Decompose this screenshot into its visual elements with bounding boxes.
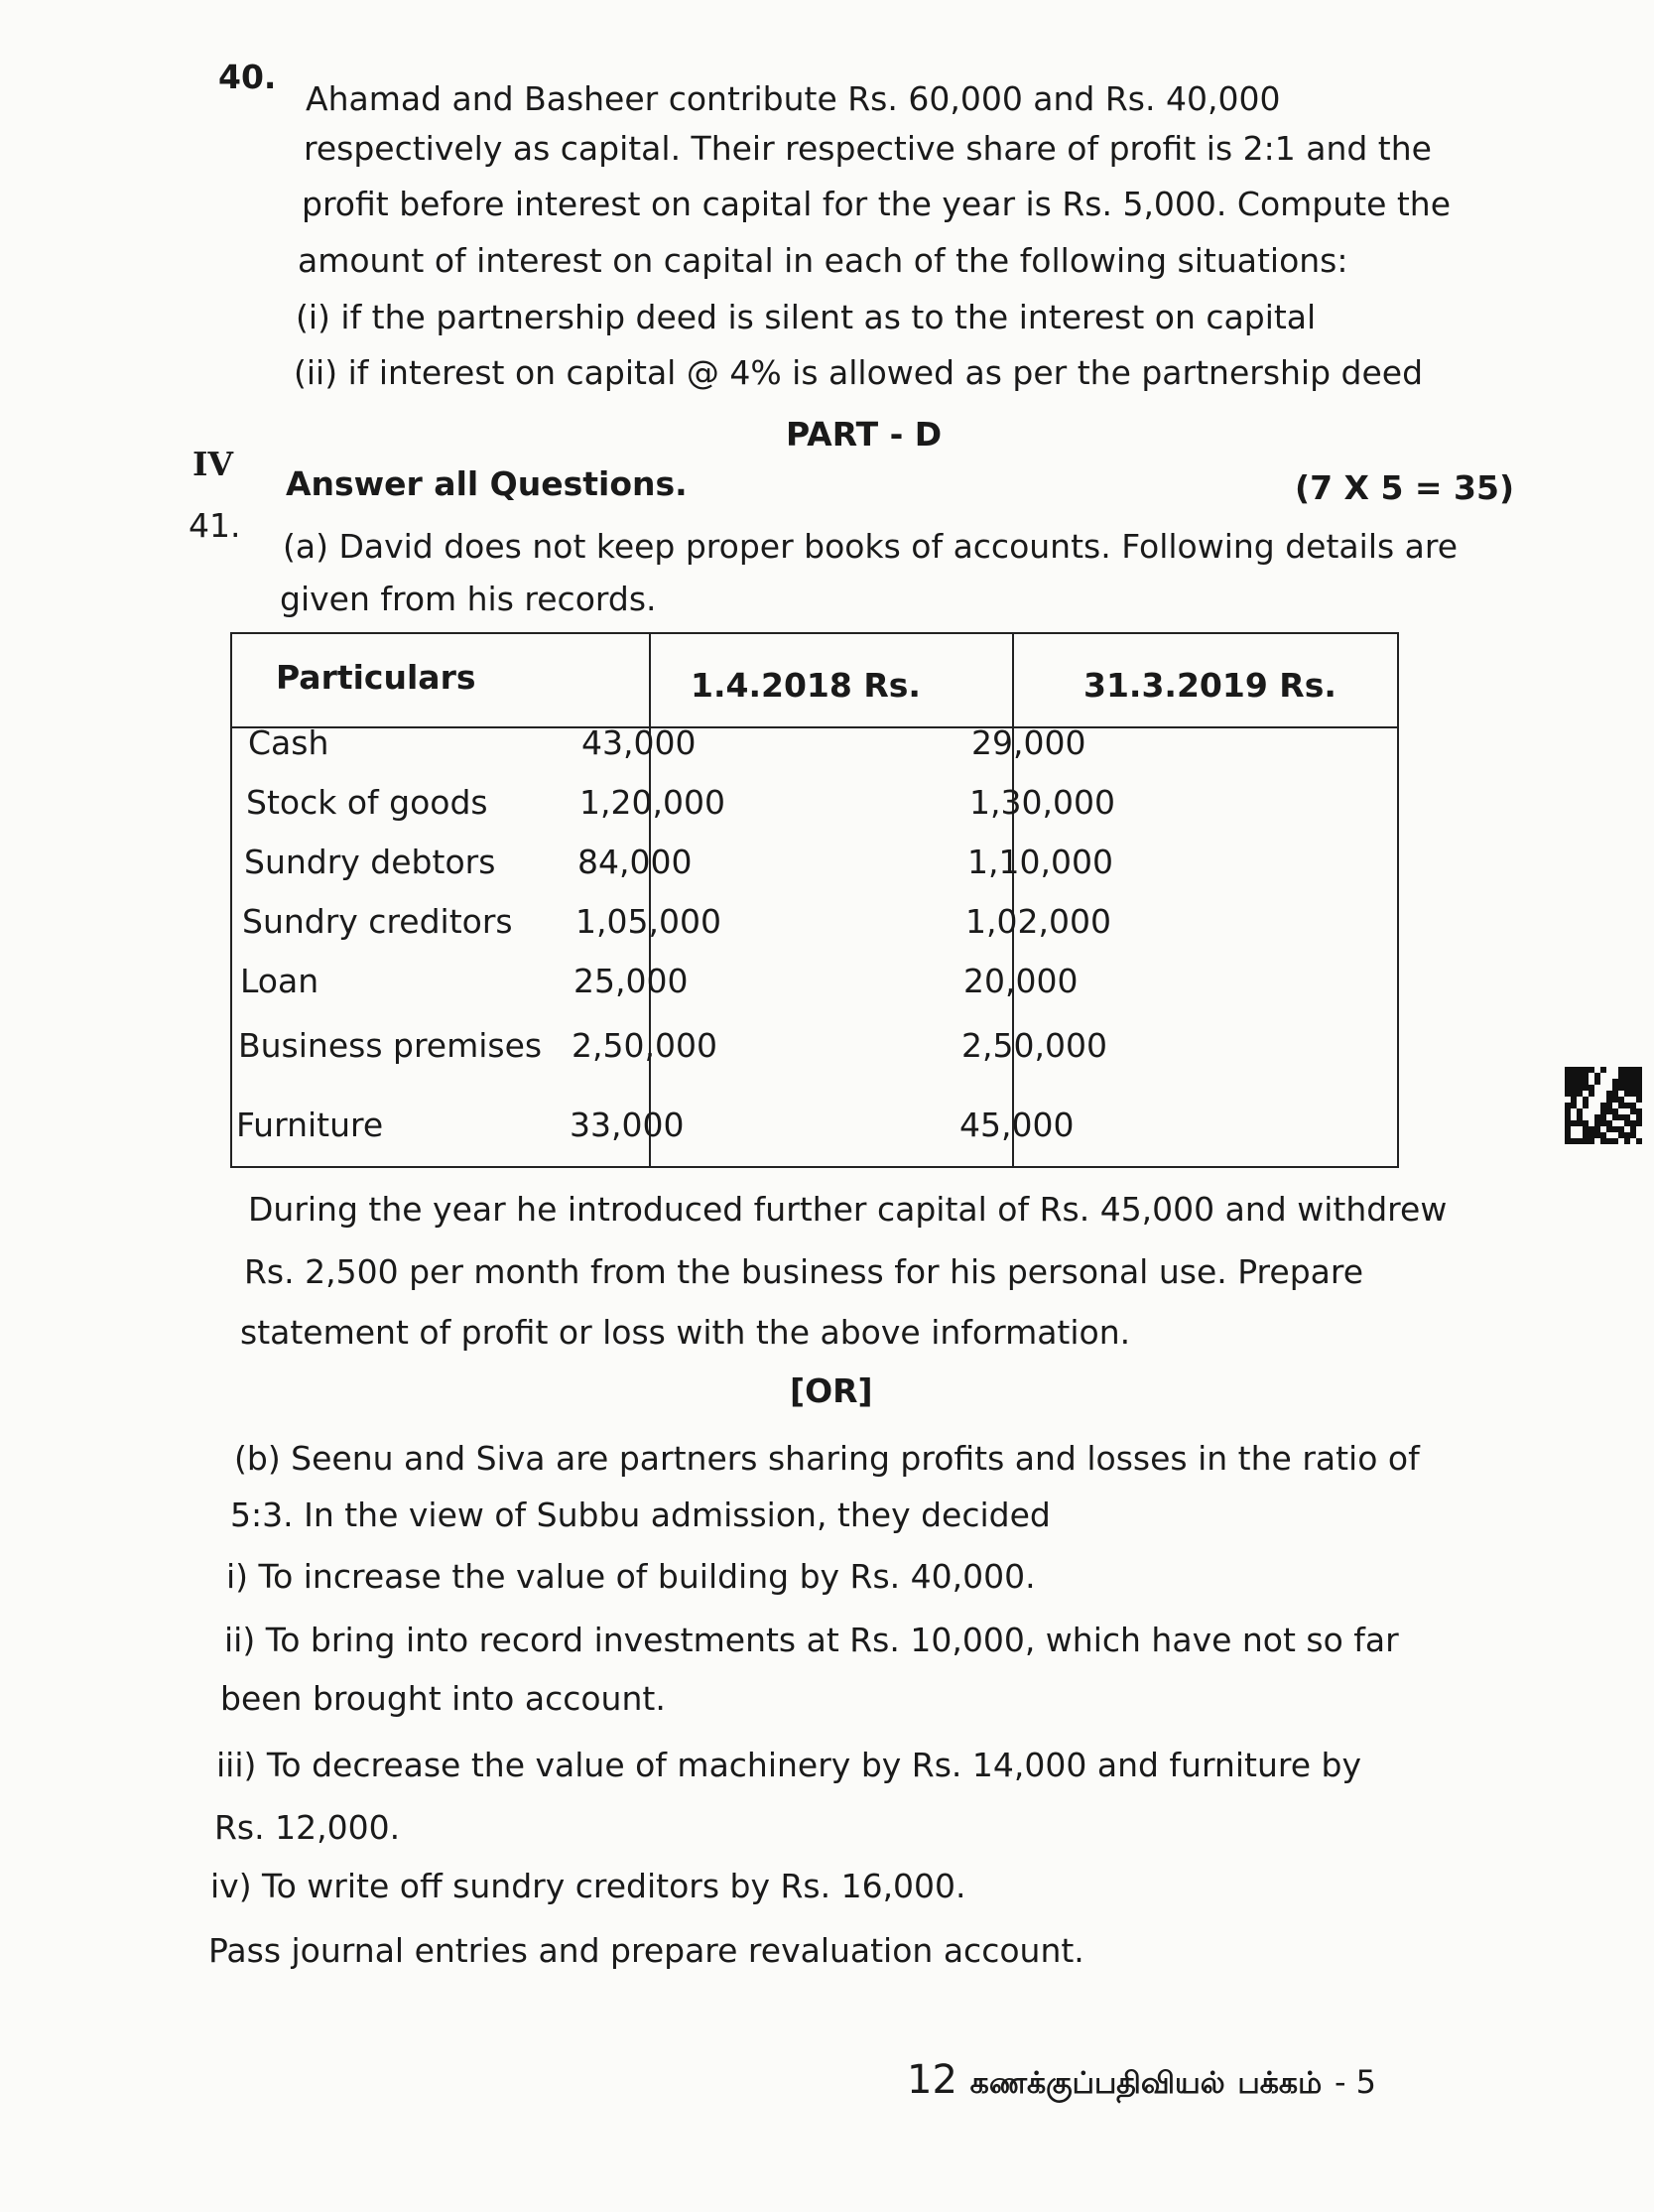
q41b-line: 5:3. In the view of Subbu admission, they decided xyxy=(230,1496,1051,1534)
table-cell-particular: Sundry debtors xyxy=(244,843,496,881)
or-separator: [OR] xyxy=(790,1371,873,1410)
footer-subject: கணக்குப்பதிவியல் xyxy=(969,2066,1225,2101)
q41b-line: ii) To bring into record investments at Rs. 10,000, which have not so far xyxy=(224,1621,1399,1659)
q41a-line: During the year he introduced further capital of Rs. 45,000 and withdrew xyxy=(248,1190,1448,1229)
table-cell-amount: 29,000 xyxy=(971,723,1086,762)
table-cell-amount: 20,000 xyxy=(963,962,1079,1000)
footer-page-label: பக்கம் xyxy=(1237,2066,1323,2101)
table-cell-amount: 1,30,000 xyxy=(969,783,1115,822)
table-header: Particulars xyxy=(276,658,476,697)
q41b-line: Pass journal entries and prepare revaluation account. xyxy=(208,1931,1084,1970)
q41b-line: iv) To write off sundry creditors by Rs. 16,000. xyxy=(210,1867,966,1905)
table-cell-amount: 84,000 xyxy=(577,843,693,881)
q40-line: (i) if the partnership deed is silent as to the interest on capital xyxy=(296,298,1317,336)
section-roman: IV xyxy=(192,445,234,483)
table-cell-particular: Furniture xyxy=(236,1106,384,1144)
q40-line: (ii) if interest on capital @ 4% is allowed as per the partnership deed xyxy=(294,353,1424,392)
table-cell-amount: 33,000 xyxy=(570,1106,685,1144)
q41b-line: iii) To decrease the value of machinery by Rs. 14,000 and furniture by xyxy=(216,1746,1361,1784)
footer xyxy=(907,2057,1377,2104)
table-cell-particular: Sundry creditors xyxy=(242,902,513,941)
q41b-line: (b) Seenu and Siva are partners sharing profits and losses in the ratio of xyxy=(234,1439,1420,1478)
table-cell-amount: 1,10,000 xyxy=(967,843,1113,881)
section-marks: (7 X 5 = 35) xyxy=(1295,468,1515,507)
q40-line: Ahamad and Basheer contribute Rs. 60,000 and Rs. 40,000 xyxy=(306,79,1281,118)
q40-line: amount of interest on capital in each of the following situations: xyxy=(298,241,1348,280)
records-table xyxy=(230,632,1399,1168)
table-cell-amount: 2,50,000 xyxy=(961,1026,1107,1065)
table-cell-amount: 1,02,000 xyxy=(965,902,1111,941)
question-number: 41. xyxy=(189,506,241,545)
table-cell-particular: Stock of goods xyxy=(246,783,488,822)
q41a-line: statement of profit or loss with the above information. xyxy=(240,1313,1131,1352)
footer-class: 12 xyxy=(907,2057,957,2103)
table-cell-amount: 45,000 xyxy=(959,1106,1075,1144)
table-cell-amount: 2,50,000 xyxy=(572,1026,717,1065)
table-cell-amount: 43,000 xyxy=(581,723,697,762)
section-title: Answer all Questions. xyxy=(286,464,688,503)
q40-line: respectively as capital. Their respective share of profit is 2:1 and the xyxy=(304,129,1432,168)
table-header: 1.4.2018 Rs. xyxy=(691,666,921,705)
q41b-line: been brought into account. xyxy=(220,1679,666,1718)
q41a-line: Rs. 2,500 per month from the business for his personal use. Prepare xyxy=(244,1252,1364,1291)
table-cell-amount: 1,20,000 xyxy=(579,783,725,822)
table-cell-particular: Business premises xyxy=(238,1026,543,1065)
q41a-line: (a) David does not keep proper books of accounts. Following details are xyxy=(283,527,1459,566)
table-cell-amount: 25,000 xyxy=(573,962,689,1000)
footer-page-number: - 5 xyxy=(1334,2063,1377,2101)
qr-code xyxy=(1565,1067,1642,1144)
table-cell-amount: 1,05,000 xyxy=(575,902,721,941)
q41b-line: Rs. 12,000. xyxy=(214,1808,401,1847)
table-cell-particular: Loan xyxy=(240,962,319,1000)
q41b-line: i) To increase the value of building by Rs. 40,000. xyxy=(226,1557,1036,1596)
q40-line: profit before interest on capital for the year is Rs. 5,000. Compute the xyxy=(302,185,1452,223)
question-number: 40. xyxy=(218,58,277,96)
table-header: 31.3.2019 Rs. xyxy=(1083,666,1336,705)
q41a-line: given from his records. xyxy=(280,580,657,618)
table-cell-particular: Cash xyxy=(248,723,329,762)
part-heading: PART - D xyxy=(786,415,943,454)
